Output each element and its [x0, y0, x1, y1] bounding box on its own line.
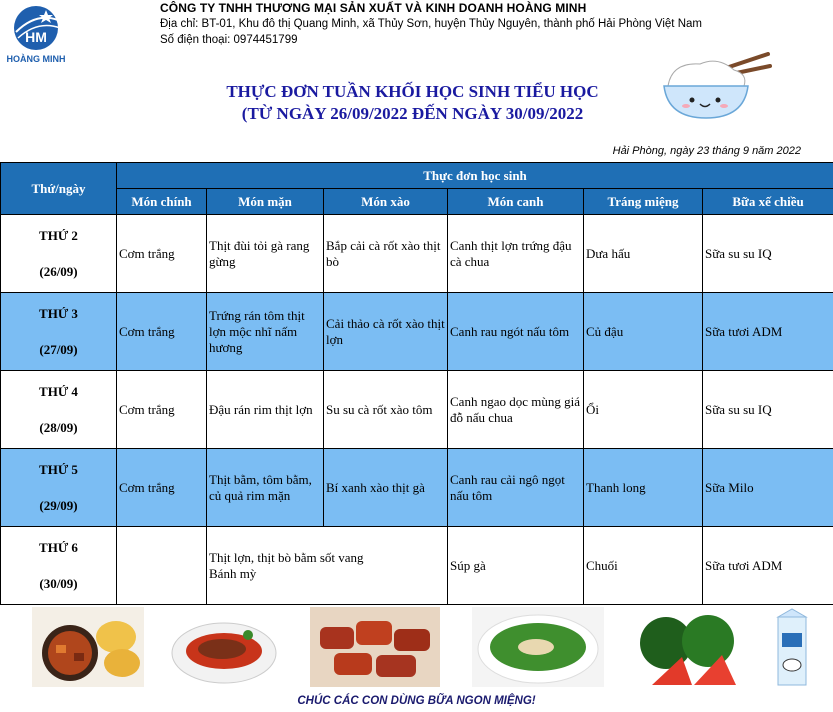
company-name: CÔNG TY TNHH THƯƠNG MẠI SẢN XUẤT VÀ KINH DOANH HOÀNG MINH [160, 1, 587, 15]
cell-man: Thịt đùi tỏi gà rang gừng [207, 215, 324, 293]
company-logo [2, 2, 70, 66]
table-row [1, 449, 833, 527]
cell-man: Đậu rán rim thịt lợn [207, 371, 324, 449]
day-cell: THỨ 6 (30/09) [1, 527, 117, 605]
cell-afternoon: Sữa tươi ADM [703, 293, 833, 371]
noodle-soup-photo [472, 607, 604, 687]
fish-sauce-photo [168, 607, 280, 687]
rice-bowl-icon [660, 52, 772, 124]
cell-main: Cơm trắng [117, 215, 207, 293]
weekly-menu-table [0, 162, 833, 605]
cell-xao: Bắp cải cà rốt xào thịt bò [324, 215, 448, 293]
cell-xao: Bí xanh xào thịt gà [324, 449, 448, 527]
cell-main: Cơm trắng [117, 371, 207, 449]
issue-date: Hải Phòng, ngày 23 tháng 9 năm 2022 [612, 145, 801, 157]
day-cell: THỨ 2 (26/09) [1, 215, 117, 293]
company-phone: Số điện thoại: 0974451799 [160, 34, 298, 46]
cell-dessert: Chuối [584, 527, 703, 605]
col-header-xao: Món xào [324, 189, 448, 215]
cell-dessert: Củ đậu [584, 293, 703, 371]
cell-dessert: Thanh long [584, 449, 703, 527]
cell-canh: Canh rau cải ngô ngọt nấu tôm [448, 449, 584, 527]
col-header-man: Món mặn [207, 189, 324, 215]
table-row [1, 371, 833, 449]
col-header-main: Món chính [117, 189, 207, 215]
col-header-canh: Món canh [448, 189, 584, 215]
cell-main [117, 527, 207, 605]
cell-main: Cơm trắng [117, 293, 207, 371]
logo-text: HOÀNG MINH [6, 54, 66, 64]
cell-canh: Canh rau ngót nấu tôm [448, 293, 584, 371]
day-cell: THỨ 5 (29/09) [1, 449, 117, 527]
cell-afternoon: Sữa su su IQ [703, 215, 833, 293]
cell-afternoon: Sữa su su IQ [703, 371, 833, 449]
food-photo-strip [0, 607, 833, 692]
milk-carton-photo [774, 607, 810, 687]
day-cell: THỨ 4 (28/09) [1, 371, 117, 449]
company-address: Địa chỉ: BT-01, Khu đô thị Quang Minh, xã Thủy Sơn, huyện Thủy Nguyên, thành phố Hải Phòng Việt Nam [160, 18, 702, 30]
footer-greeting: CHÚC CÁC CON DÙNG BỮA NGON MIỆNG! [297, 695, 536, 707]
cell-afternoon: Sữa tươi ADM [703, 527, 833, 605]
col-header-dessert: Tráng miệng [584, 189, 703, 215]
menu-title: THỰC ĐƠN TUẦN KHỐI HỌC SINH TIỂU HỌC [226, 82, 599, 101]
cell-canh: Súp gà [448, 527, 584, 605]
cell-man: Trứng rán tôm thịt lợn mộc nhĩ nấm hương [207, 293, 324, 371]
ribs-photo [310, 607, 440, 687]
col-header-afternoon: Bữa xế chiều [703, 189, 833, 215]
cell-man-merged: Thịt lợn, thịt bò bằm sốt vang Bánh mỳ [207, 527, 448, 605]
cell-canh: Canh ngao dọc mùng giá đỗ nấu chua [448, 371, 584, 449]
table-row [1, 527, 833, 605]
menu-date-range: (TỪ NGÀY 26/09/2022 ĐẾN NGÀY 30/09/2022 [241, 104, 584, 123]
cell-xao: Su su cà rốt xào tôm [324, 371, 448, 449]
cell-afternoon: Sữa Milo [703, 449, 833, 527]
cell-canh: Canh thịt lợn trứng đậu cà chua [448, 215, 584, 293]
group-header: Thực đơn học sinh [117, 163, 833, 189]
table-row [1, 293, 833, 371]
cell-dessert: Ổi [584, 371, 703, 449]
cell-main: Cơm trắng [117, 449, 207, 527]
cell-dessert: Dưa hấu [584, 215, 703, 293]
bread-beef-stew-photo [32, 607, 144, 687]
col-header-day: Thứ/ngày [1, 163, 117, 215]
table-row [1, 215, 833, 293]
logo-initials: HM [25, 29, 47, 45]
day-cell: THỨ 3 (27/09) [1, 293, 117, 371]
watermelon-photo [638, 607, 738, 687]
cell-xao: Cải thảo cà rốt xào thịt lợn [324, 293, 448, 371]
cell-man: Thịt bằm, tôm bằm, củ quả rim mặn [207, 449, 324, 527]
